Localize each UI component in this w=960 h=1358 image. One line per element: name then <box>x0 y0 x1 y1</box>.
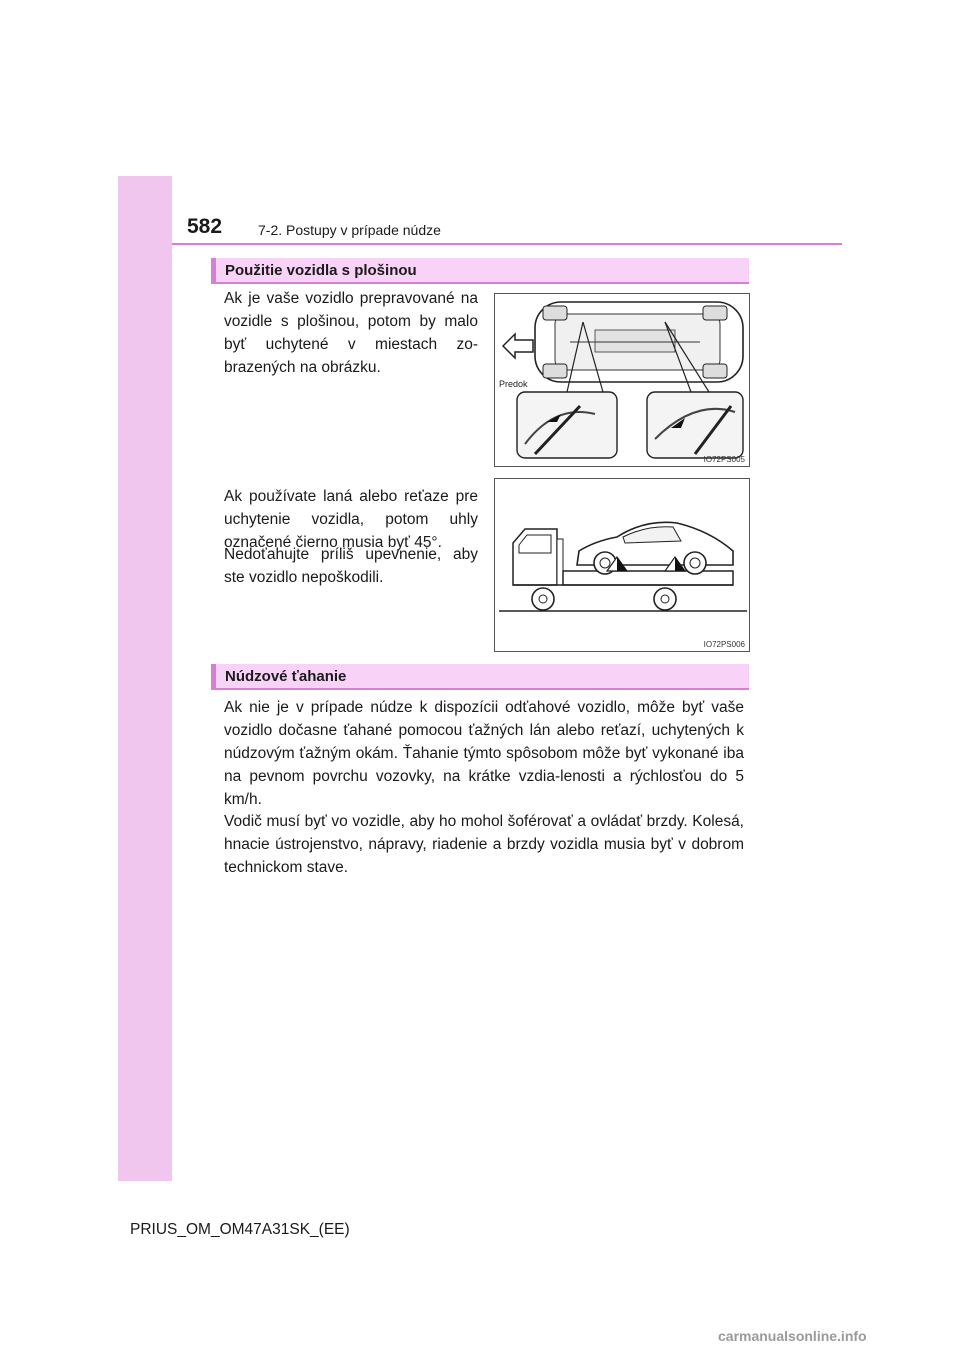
document-code: PRIUS_OM_OM47A31SK_(EE) <box>130 1221 350 1238</box>
tie-down-illustration <box>495 294 749 466</box>
flatbed-paragraph-2: Ak používate laná alebo reťaze pre uchytenie vozidla, potom uhly označené čierno musia byť 45°. <box>224 488 478 551</box>
figure1-front-label: Predok <box>499 379 528 389</box>
watermark: carmanualsonline.info <box>718 1328 867 1344</box>
figure1-code: IO72PS005 <box>703 455 745 464</box>
chapter-sidebar-tab <box>118 176 172 1181</box>
flatbed-paragraph-1: Ak je vaše vozidlo prepravované na vozidle s plošinou, potom by malo byť uchytené v miestach zo-brazených na obrázku. <box>224 290 478 376</box>
figure-flatbed-truck <box>494 478 750 652</box>
section-heading-emergency-towing: Núdzové ťahanie <box>211 664 749 690</box>
figure-tie-down-points <box>494 293 750 467</box>
towing-paragraph-1: Ak nie je v prípade núdze k dispozícii odťahové vozidlo, môže byť vaše vozidlo dočasne ťahané pomocou ťažných lán alebo reťazí, uchytených k núdzovým ťažným okám. Ťahanie týmto spôsobom môže byť vykonané iba na pevnom povrchu vozovky, na krátke vzdia-lenosti a rýchlosťou do 5 km/h. <box>224 699 744 808</box>
header-rule <box>172 243 842 245</box>
page-number: 582 <box>187 215 223 238</box>
flatbed-truck-illustration <box>495 479 749 651</box>
flatbed-paragraph-3: Nedoťahujte príliš upevnenie, aby ste vozidlo nepoškodili. <box>224 546 478 586</box>
figure2-code: IO72PS006 <box>703 640 745 649</box>
towing-paragraph-2: Vodič musí byť vo vozidle, aby ho mohol šoférovať a ovládať brzdy. Kolesá, hnacie ústrojenstvo, nápravy, riadenie a brzdy vozidla musia byť v dobrom technickom stave. <box>224 813 744 876</box>
section-heading-flatbed: Použitie vozidla s plošinou <box>211 258 749 284</box>
chapter-title: 7-2. Postupy v prípade núdze <box>258 222 441 238</box>
